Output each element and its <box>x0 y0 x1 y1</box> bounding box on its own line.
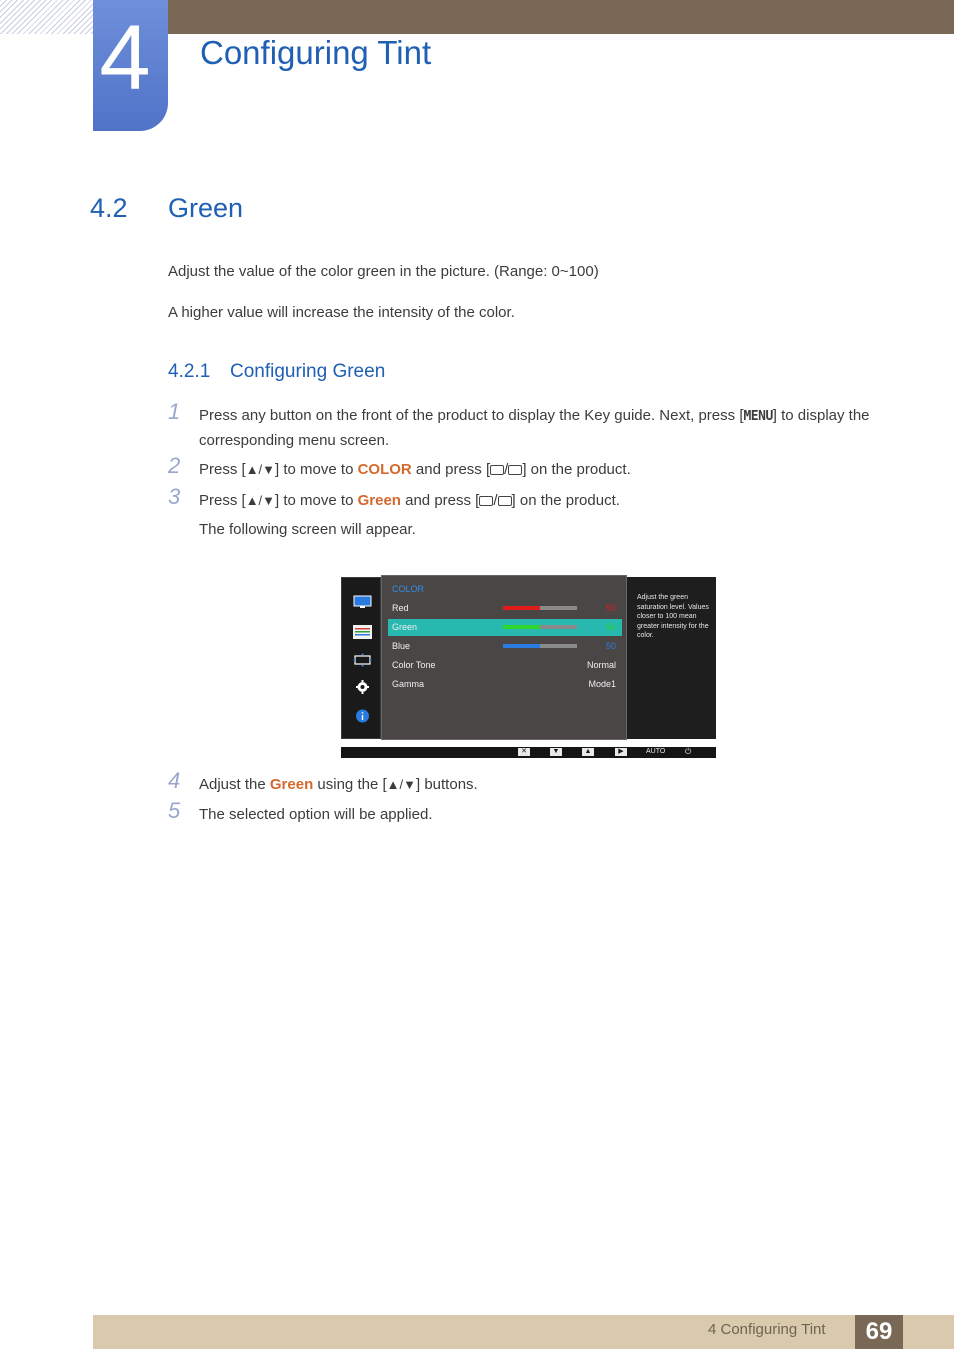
step-text: Press [▲/▼] to move to Green and press [ / ] on the product. <box>199 492 620 509</box>
subsection-number: 4.2.1 <box>168 361 211 382</box>
step-number: 4 <box>168 768 181 793</box>
footer-chapter-label: 4 Configuring Tint <box>708 1321 826 1338</box>
osd-level-value: 50 <box>605 641 616 651</box>
step-number: 3 <box>168 484 181 509</box>
osd-key-guide <box>341 747 716 758</box>
osd-heading: COLOR <box>392 584 425 594</box>
osd-row-value: Normal <box>586 660 616 670</box>
top-band <box>168 0 954 34</box>
osd-level-fill <box>503 606 540 610</box>
step-number: 2 <box>168 453 181 478</box>
up-down-arrows-icon: ▲/▼ <box>245 462 276 477</box>
section-title-text: Green <box>168 193 244 223</box>
color-menu-icon <box>353 625 372 639</box>
chapter-title: Configuring Tint <box>200 34 432 71</box>
osd-row-label: Red <box>392 603 409 613</box>
step-text: Press [▲/▼] to move to COLOR and press [ / ] on the product. <box>199 461 631 478</box>
up-down-arrows-icon: ▲/▼ <box>386 777 416 792</box>
step-text: Press any button on the front of the product to display the Key guide. Next, press [MENU] to display the corresponding menu screen. <box>199 407 870 449</box>
enter-button-icon <box>508 465 522 475</box>
source-button-icon <box>490 465 504 475</box>
subsection-title <box>168 361 385 383</box>
osd-row-label: Color Tone <box>392 660 436 670</box>
source-button-icon <box>479 496 493 506</box>
osd-row-color-tone <box>388 657 622 674</box>
section-number: 4.2 <box>90 193 128 223</box>
menu-key-label: MENU <box>743 409 773 424</box>
picture-icon <box>353 595 372 609</box>
up-arrow-icon: ▲ <box>582 748 594 756</box>
up-down-arrows-icon: ▲/▼ <box>245 493 276 508</box>
osd-row-green <box>388 619 622 636</box>
osd-level-bar <box>503 606 577 610</box>
intro-paragraph: Adjust the value of the color green in the picture. (Range: 0~100) <box>168 263 599 280</box>
highlight-term: Green <box>269 776 314 793</box>
right-arrow-icon: ▶ <box>615 748 627 756</box>
osd-level-value: 50 <box>605 622 616 632</box>
step-number: 1 <box>168 399 181 424</box>
osd-level-value: 50 <box>605 603 616 613</box>
chapter-number: 4 <box>99 7 151 109</box>
osd-level-bar <box>503 644 577 648</box>
corner-hatch-decoration <box>0 0 93 34</box>
osd-row-value: Mode1 <box>588 679 616 689</box>
osd-level-fill <box>503 625 540 629</box>
enter-button-icon <box>498 496 512 506</box>
highlight-term: Green <box>357 492 401 509</box>
osd-row-red <box>388 600 622 617</box>
page-number: 69 <box>855 1315 903 1349</box>
gear-icon <box>353 680 372 694</box>
highlight-term: COLOR <box>357 461 412 478</box>
osd-row-label: Blue <box>392 641 411 651</box>
osd-level-fill <box>503 644 540 648</box>
step-number: 5 <box>168 798 181 823</box>
close-icon: ✕ <box>518 748 530 756</box>
step-note: The following screen will appear. <box>199 521 416 538</box>
size-position-icon <box>353 653 372 667</box>
osd-sidebar <box>341 577 381 739</box>
osd-color-menu <box>381 575 627 740</box>
intro-paragraph: A higher value will increase the intensity of the color. <box>168 304 515 321</box>
osd-help-panel <box>627 577 716 739</box>
section-title <box>90 193 243 224</box>
step-text: The selected option will be applied. <box>199 806 433 823</box>
info-icon <box>353 709 372 723</box>
osd-row-blue <box>388 638 622 655</box>
subsection-title-text: Configuring Green <box>230 361 386 382</box>
auto-label: AUTO <box>646 748 666 755</box>
osd-row-label: Gamma <box>392 679 425 689</box>
osd-screenshot <box>341 575 716 758</box>
step-text: Adjust the Green using the [▲/▼] buttons. <box>199 776 478 793</box>
down-arrow-icon: ▼ <box>550 748 562 756</box>
osd-row-gamma <box>388 676 622 693</box>
osd-help-text: Adjust the green saturation level. Values closer to 100 mean greater intensity for the color. <box>637 594 709 639</box>
osd-level-bar <box>503 625 577 629</box>
power-icon: ⏻ <box>685 747 692 756</box>
osd-row-label: Green <box>392 622 418 632</box>
